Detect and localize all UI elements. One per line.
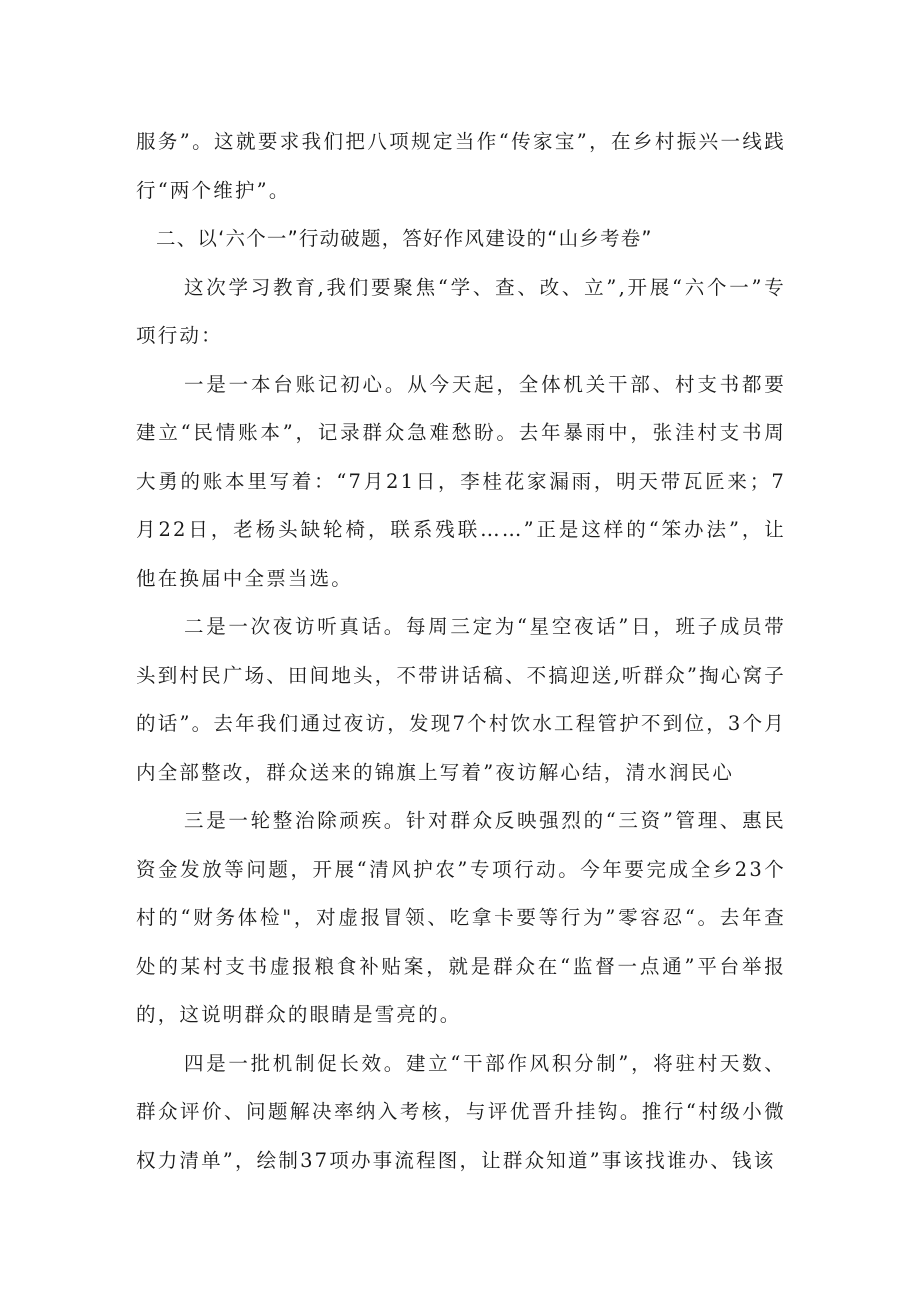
paragraph-mechanism: 四是一批机制促长效。建立“干部作风积分制”，将驻村天数、群众评价、问题解决率纳入考核，与评优晋升挂钩。推行“村级小微权力清单”，绘制37项办事流程图，让群众知道”事该找谁办、钱该 bbox=[136, 1051, 786, 1172]
paragraph-service-conclusion: 服务”。这就要求我们把八项规定当作“传家宝”，在乡村振兴一线践行“两个维护”。 bbox=[136, 130, 786, 202]
section-heading-two: 二、以‘六个一”行动破题，答好作风建设的“山乡考卷” bbox=[156, 227, 653, 250]
paragraph-rectification: 三是一轮整治除顽疾。针对群众反映强烈的“三资”管理、惠民资金发放等问题，开展“清风护农”专项行动。今年要完成全乡23个村的“财务体检"，对虚报冒领、吃拿卡要等行为”零容忍“。去年查处的某村支书虚报粮食补贴案，就是群众在“监督一点通”平台举报的，这说明群众的眼睛是雪亮的。 bbox=[136, 809, 786, 1026]
document-body bbox=[136, 118, 786, 1185]
paragraph-night-visit: 二是一次夜访听真话。每周三定为“星空夜话”日，班子成员带头到村民广场、田间地头，不带讲话稿、不搞迎送,听群众”掏心窝子的话”。去年我们通过夜访，发现7个村饮水工程管护不到位，3个月内全部整改，群众送来的锦旗上写着”夜访解心结，清水润民心 bbox=[136, 615, 786, 784]
paragraph-ledger: 一是一本台账记初心。从今天起，全体机关干部、村支书都要建立“民情账本”，记录群众急难愁盼。去年暴雨中，张洼村支书周大勇的账本里写着：“7月21日，李桂花家漏雨，明天带瓦匠来；7月22日，老杨头缺轮椅，联系残联……”正是这样的“笨办法”，让他在换届中全票当选。 bbox=[136, 372, 786, 590]
paragraph-six-ones-intro: 这次学习教育,我们要聚焦“学、查、改、立”,开展“六个一”专项行动： bbox=[136, 275, 786, 347]
